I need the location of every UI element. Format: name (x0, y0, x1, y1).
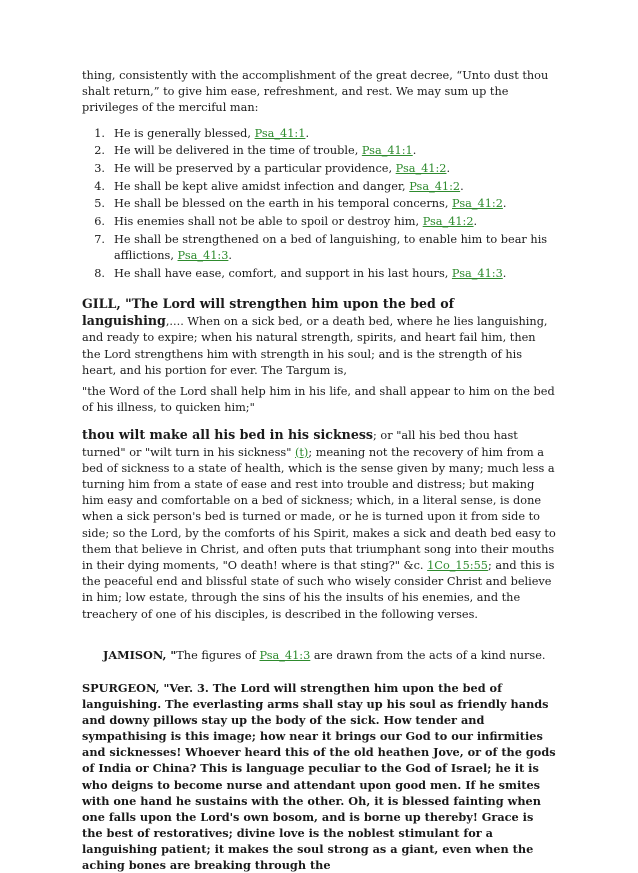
list-text: He will be delivered in the time of trouble, (114, 144, 362, 158)
jamison-heading: JAMISON, " (103, 647, 177, 662)
gill-paragraph (82, 296, 556, 379)
scripture-link[interactable]: Psa_41:1 (361, 144, 413, 158)
list-number: 6. (94, 215, 105, 229)
list-text: His enemies shall not be able to spoil or destroy him, (114, 215, 423, 229)
list-item: 2. He will be delivered in the time of trouble, Psa_41:1. (82, 143, 556, 159)
list-text: He will be preserved by a particular providence, (114, 162, 396, 176)
footnote-link[interactable]: (t) (294, 445, 309, 459)
list-item: 7. He shall be strengthened on a bed of languishing, to enable him to bear his afflictions, Psa_41:3. (82, 232, 556, 264)
list-number: 2. (94, 144, 105, 158)
list-text: He shall be kept alive amidst infection and danger, (114, 179, 410, 193)
gill-commentary (82, 296, 556, 623)
scripture-link[interactable]: Psa_41:2 (422, 215, 474, 229)
scripture-link[interactable]: Psa_41:2 (452, 197, 503, 211)
gill-heading: GILL, "The Lord will strengthen him upon the bed of languishing (82, 295, 455, 329)
list-text: He is generally blessed, (114, 126, 255, 140)
list-text: He shall be blessed on the earth in his temporal concerns, (114, 197, 453, 211)
scripture-link[interactable]: Psa_41:2 (409, 179, 461, 193)
verse-phrase-heading: thou wilt make all his bed in his sickness (82, 427, 374, 443)
scripture-link[interactable]: Psa_41:3 (177, 249, 229, 263)
scripture-link[interactable]: Psa_41:1 (254, 126, 306, 140)
list-number: 1. (94, 126, 105, 140)
list-text: He shall have ease, comfort, and support in his last hours, (114, 266, 452, 280)
privileges-list (82, 126, 556, 282)
list-number: 5. (94, 197, 105, 211)
list-number: 4. (94, 179, 105, 193)
scripture-link[interactable]: Psa_41:3 (451, 266, 503, 280)
page-content (82, 68, 556, 873)
scripture-link[interactable]: 1Co_15:55 (427, 558, 488, 572)
list-item: 8. He shall have ease, comfort, and support in his last hours, Psa_41:3. (82, 266, 556, 282)
list-item: 5. He shall be blessed on the earth in his temporal concerns, Psa_41:2. (82, 196, 556, 212)
jamison-commentary: JAMISON, "The figures of Psa_41:3 are drawn from the acts of a kind nurse. (103, 647, 546, 662)
targum-quote: "the Word of the Lord shall help him in his life, and shall appear to him on the bed of his illness, to quicken him;" (82, 384, 555, 415)
gill-text: ,.... When on a sick bed, or a death bed, where he lies languishing, and ready to expire; when his natural strength, spirits, and heart fail him, then the Lord strengthens him with strength in his soul; and is the strength of his heart, and his portion for ever. The Targum is, (82, 315, 548, 377)
intro-paragraph: thing, consistently with the accomplishment of the great decree, “Unto dust thou shalt return,” to give him ease, refreshment, and rest. We may sum up the privileges of the merciful man: (82, 69, 549, 115)
list-item: 1. He is generally blessed, Psa_41:1. (82, 126, 556, 142)
scripture-link[interactable]: Psa_41:3 (259, 648, 311, 662)
list-number: 7. (94, 232, 105, 246)
scripture-link[interactable]: Psa_41:2 (395, 162, 447, 176)
gill-paragraph-2: thou wilt make all his bed in his sickness; or "all his bed thou hast turned" or "wilt turn in his sickness" (t); meaning not the recovery of him from a bed of sickness to a state of health, which is the sense given by many; much less a turning him from a state of ease and rest into trouble and distress; but making him easy and comfortable on a bed of sickness; which, in a literal sense, is done when a sick person's bed is turned or made, or he is turned upon it from side to side; so the Lord, by the comforts of his Spirit, makes a sick and death bed easy to them that believe in Christ, and often puts that triumphant song into their mouths in their dying moments, "O death! where is that sting?" &c. 1Co_15:55; and this is the peaceful end and blissful state of such who wisely consider Christ and believe in him; low estate, through the sins of his the insults of his enemies, and the treachery of one of his disciples, is described in the following verses. (82, 427, 556, 621)
list-item: 6. His enemies shall not be able to spoil or destroy him, Psa_41:2. (82, 214, 556, 230)
list-text: He shall be strengthened on a bed of languishing, to enable him to bear his afflictions, (114, 232, 548, 263)
list-item: 3. He will be preserved by a particular providence, Psa_41:2. (82, 161, 556, 177)
list-number: 8. (94, 266, 105, 280)
spurgeon-commentary: SPURGEON, "Ver. 3. The Lord will strengthen him upon the bed of languishing. The everlasting arms shall stay up his soul as friendly hands and downy pillows stay up the body of the sick. How tender and sympathising is this image; how near it brings our God to our infirmities and sicknesses! Whoever heard this of the old heathen Jove, or of the gods of India or China? This is language peculiar to the God of Israel; he it is who deigns to become nurse and attendant upon good men. If he smites with one hand he sustains with the other. Oh, it is blessed fainting when one falls upon the Lord's own bosom, and is borne up thereby! Grace is the best of restoratives; divine love is the noblest stimulant for a languishing patient; it makes the soul strong as a giant, even when the aching bones are breaking through the (82, 681, 556, 873)
list-number: 3. (94, 162, 105, 176)
list-item: 4. He shall be kept alive amidst infection and danger, Psa_41:2. (82, 179, 556, 195)
